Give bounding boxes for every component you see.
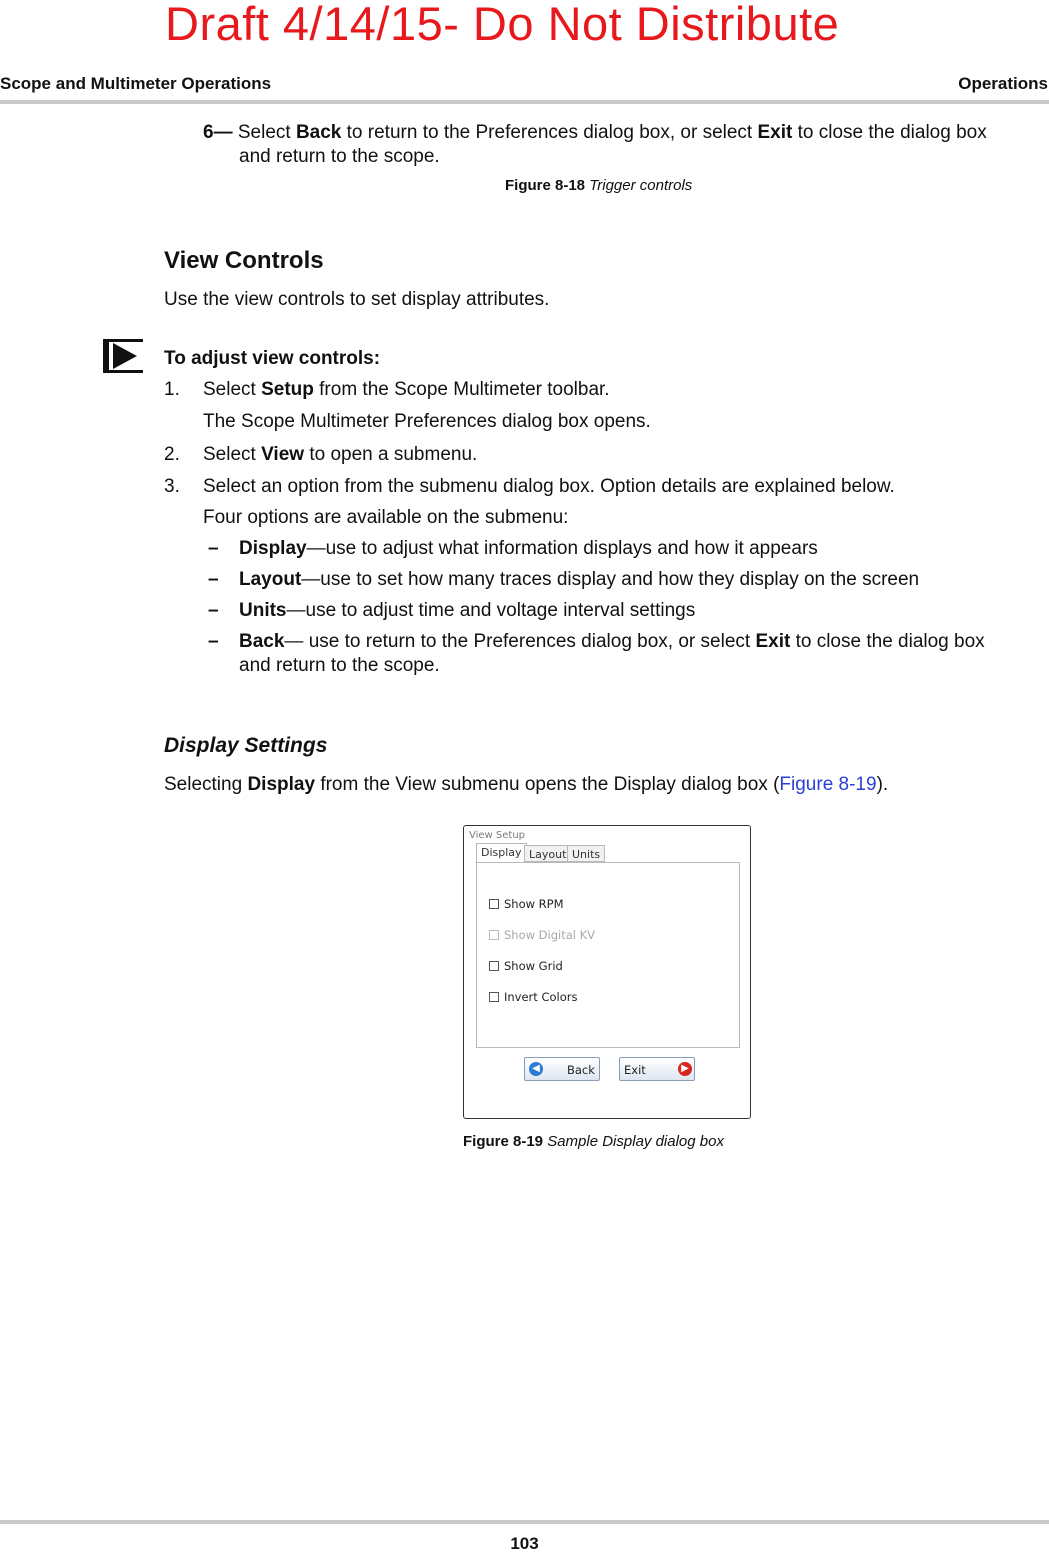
step-6-line-2: and return to the scope.: [239, 146, 440, 167]
tab-display[interactable]: Display: [476, 843, 527, 863]
procedure-arrow-icon: [103, 339, 143, 373]
option-layout: Layout—use to set how many traces display and how they display on the screen: [239, 569, 920, 590]
invert-colors-checkbox[interactable]: Invert Colors: [489, 990, 577, 1004]
figure-8-19-link[interactable]: Figure 8-19: [779, 774, 877, 795]
exit-button[interactable]: Exit ▶: [619, 1057, 695, 1081]
tab-layout[interactable]: Layout: [524, 845, 571, 862]
header-rule: [0, 100, 1049, 104]
option-back-line-2: and return to the scope.: [239, 655, 440, 676]
checkbox-icon: [489, 961, 499, 971]
tab-units[interactable]: Units: [567, 845, 605, 862]
procedure-title: To adjust view controls:: [164, 348, 381, 369]
figure-8-19-caption: Figure 8-19 Sample Display dialog box: [463, 1133, 724, 1150]
section-intro: Use the view controls to set display attributes.: [164, 289, 550, 310]
back-arrow-icon: ◀: [529, 1062, 543, 1076]
header-chapter-title: Scope and Multimeter Operations: [0, 74, 272, 93]
option-dash: –: [208, 600, 219, 621]
step-3-number: 3.: [164, 476, 180, 497]
step-1: Select Setup from the Scope Multimeter toolbar.: [203, 379, 610, 400]
show-rpm-checkbox[interactable]: Show RPM: [489, 897, 564, 911]
footer-rule: [0, 1520, 1049, 1524]
section-title: View Controls: [164, 247, 324, 274]
page-number: 103: [510, 1534, 539, 1553]
dialog-title: View Setup: [469, 830, 526, 841]
checkbox-icon: [489, 930, 499, 940]
exit-arrow-icon: ▶: [678, 1062, 692, 1076]
checkbox-icon: [489, 899, 499, 909]
option-dash: –: [208, 631, 219, 652]
step-3: Select an option from the submenu dialog box. Option details are explained below.: [203, 476, 895, 497]
step-1-note: The Scope Multimeter Preferences dialog box opens.: [203, 411, 651, 432]
option-units: Units—use to adjust time and voltage interval settings: [239, 600, 696, 621]
back-button[interactable]: ◀ Back: [524, 1057, 600, 1081]
show-grid-checkbox[interactable]: Show Grid: [489, 959, 563, 973]
show-digital-kv-checkbox: Show Digital KV: [489, 928, 595, 942]
figure-8-18-caption: Figure 8-18 Trigger controls: [505, 177, 693, 194]
checkbox-icon: [489, 992, 499, 1002]
step-2: Select View to open a submenu.: [203, 444, 478, 465]
header-section-title: Operations: [958, 74, 1048, 93]
view-setup-dialog: [463, 825, 751, 1119]
draft-watermark: Draft 4/14/15- Do Not Distribute: [165, 0, 840, 50]
display-tab-panel: [476, 862, 740, 1048]
option-back: Back— use to return to the Preferences dialog box, or select Exit to close the dialog box: [239, 631, 985, 652]
subsection-title: Display Settings: [164, 734, 328, 757]
step-6: 6— Select Back to return to the Preferences dialog box, or select Exit to close the dialog box: [203, 122, 987, 143]
display-settings-text: Selecting Display from the View submenu opens the Display dialog box (Figure 8-19).: [164, 774, 889, 795]
step-2-number: 2.: [164, 444, 180, 465]
option-dash: –: [208, 569, 219, 590]
step-3-note: Four options are available on the submenu:: [203, 507, 569, 528]
option-dash: –: [208, 538, 219, 559]
option-display: Display—use to adjust what information displays and how it appears: [239, 538, 818, 559]
step-1-number: 1.: [164, 379, 180, 400]
